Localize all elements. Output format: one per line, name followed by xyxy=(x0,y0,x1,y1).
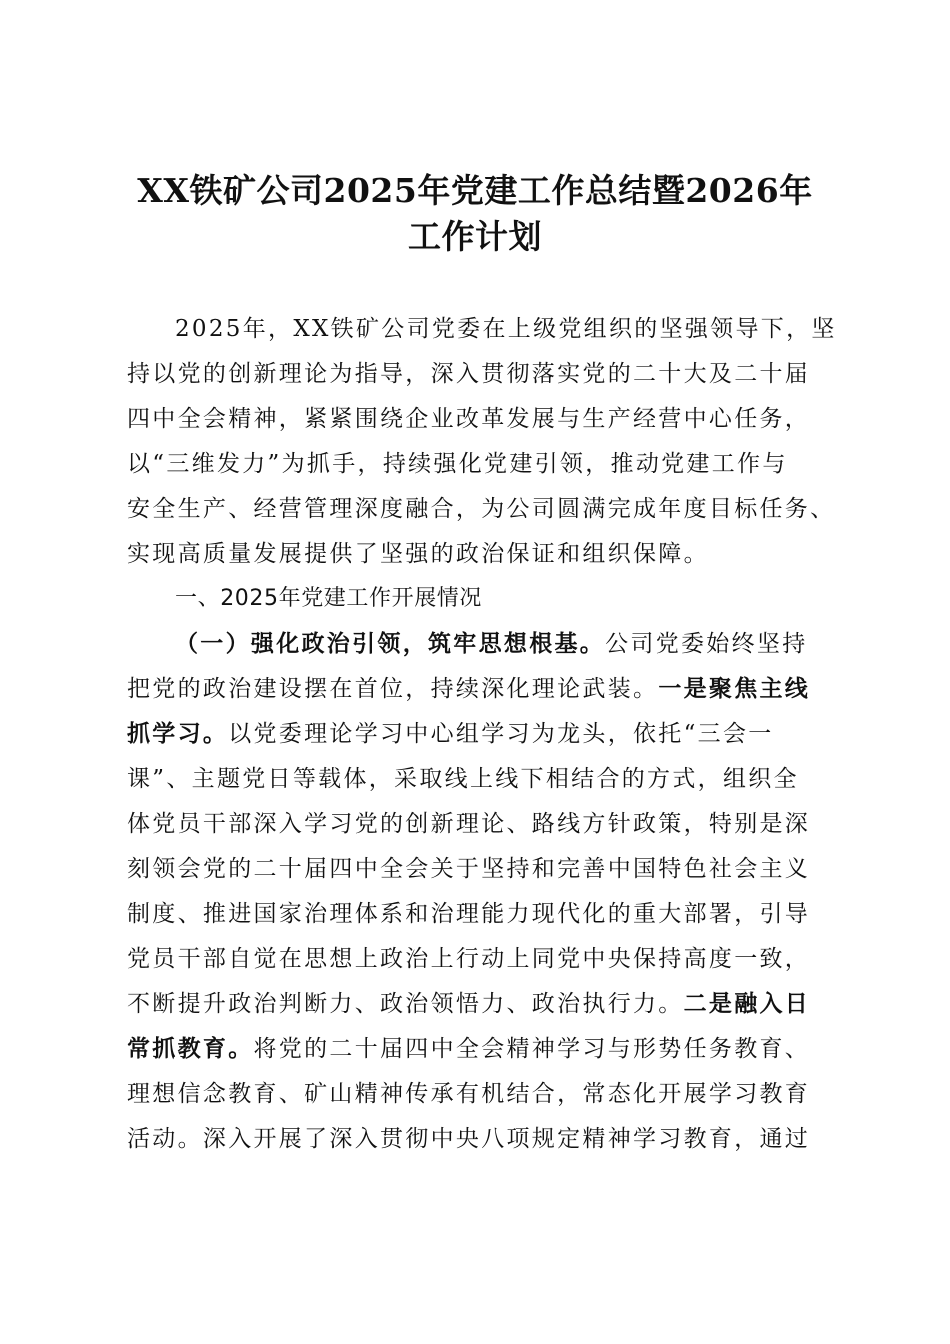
body-line-5: 体党员干部深入学习党的创新理论、路线方针政策，特别是深 xyxy=(127,811,811,837)
intro-line-3: 四中全会精神，紧紧围绕企业改革发展与生产经营中心任务， xyxy=(127,406,811,432)
body-line-6: 刻领会党的二十届四中全会关于坚持和完善中国特色社会主义 xyxy=(127,856,811,882)
title-line-1: XX铁矿公司2025年党建工作总结暨2026年 xyxy=(137,171,813,210)
body-line-2 xyxy=(127,667,810,711)
intro-line-4: 以“三维发力”为抓手，持续强化党建引领，推动党建工作与 xyxy=(127,451,788,477)
sub-heading: （一）强化政治引领，筑牢思想根基。 xyxy=(175,630,606,657)
intro-line-6: 实现高质量发展提供了坚强的政治保证和组织保障。 xyxy=(127,541,709,567)
body-line-1 xyxy=(175,622,808,666)
intro-line-5: 安全生产、经营管理深度融合，为公司圆满完成年度目标任务、 xyxy=(127,496,836,522)
body-line-3 xyxy=(127,712,774,756)
body-line-8: 党员干部自觉在思想上政治上行动上同党中央保持高度一致， xyxy=(127,946,811,972)
document-title xyxy=(110,168,840,260)
intro-line-1: 2025年，XX铁矿公司党委在上级党组织的坚强领导下，坚 xyxy=(175,316,837,342)
sub-heading-rest: 公司党委始终坚持 xyxy=(605,631,808,657)
title-line-2: 工作计划 xyxy=(408,217,542,256)
point-1-label-b: 抓学习。 xyxy=(127,720,229,747)
point-2-label-b: 常抓教育。 xyxy=(127,1035,254,1062)
body-line-3-text: 以党委理论学习中心组学习为龙头，依托“三会一 xyxy=(228,721,774,747)
body-line-7: 制度、推进国家治理体系和治理能力现代化的重大部署，引导 xyxy=(127,901,811,927)
body-line-10 xyxy=(127,1027,810,1071)
body-line-10-text: 将党的二十届四中全会精神学习与形势任务教育、 xyxy=(253,1036,811,1062)
point-2-label-a: 二是融入日 xyxy=(683,990,811,1017)
body-line-9 xyxy=(127,982,810,1026)
body-line-4: 课”、主题党日等载体，采取线上线下相结合的方式，组织全 xyxy=(127,766,799,792)
section-heading: 一、2025年党建工作开展情况 xyxy=(175,586,482,611)
intro-line-2: 持以党的创新理论为指导，深入贯彻落实党的二十大及二十届 xyxy=(127,361,811,387)
body-line-12: 活动。深入开展了深入贯彻中央八项规定精神学习教育，通过 xyxy=(127,1126,811,1152)
body-line-11: 理想信念教育、矿山精神传承有机结合，常态化开展学习教育 xyxy=(127,1081,811,1107)
point-1-label-a: 一是聚焦主线 xyxy=(658,675,811,702)
body-line-2-text: 把党的政治建设摆在首位，持续深化理论武装。 xyxy=(127,676,659,702)
body-line-9-text: 不断提升政治判断力、政治领悟力、政治执行力。 xyxy=(127,991,684,1017)
